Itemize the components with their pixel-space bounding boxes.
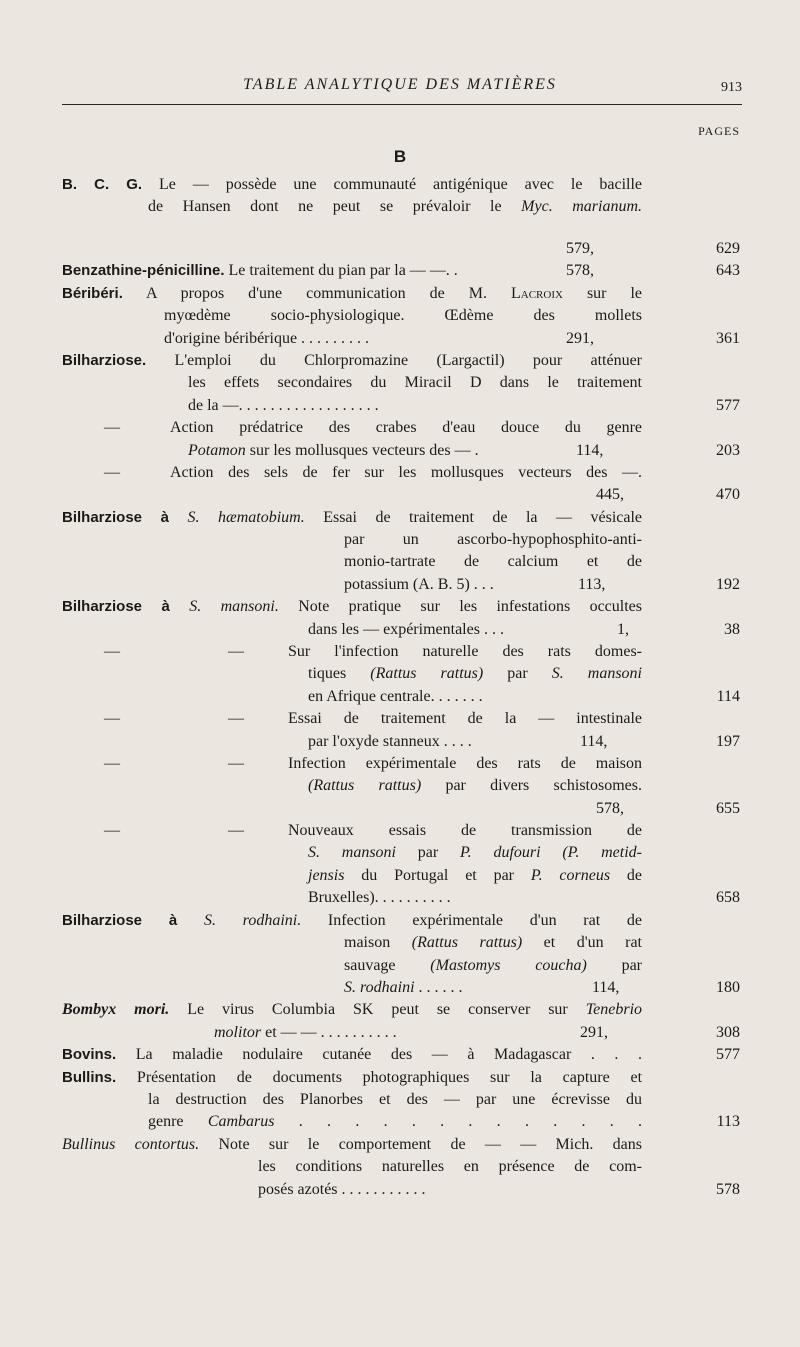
page-ref: 197 (716, 733, 740, 750)
entry-species: Tenebrio (585, 1001, 643, 1018)
entry-text: Le traitement du pian par la — —. . (228, 262, 458, 279)
page-ref: 114 (716, 688, 740, 705)
entry-text: les conditions naturelles en présence de com- (258, 1158, 642, 1175)
volume-ref: 291, (580, 1024, 608, 1041)
page-ref: 655 (716, 800, 740, 817)
entry-species: S. mansoni (308, 844, 396, 861)
page-ref: 658 (716, 889, 740, 906)
entry-species: P. corneus (530, 867, 611, 884)
page-ref: 361 (716, 330, 740, 347)
entry-headword: Bovins. (62, 1046, 117, 1063)
section-letter: B (393, 147, 407, 166)
entry-text: Le virus Columbia SK peut se conserver sur (187, 1001, 568, 1018)
entry-text: Infection expérimentale d'un rat de (327, 912, 642, 929)
volume-ref: 114, (592, 979, 620, 996)
entry-text: Action prédatrice des crabes d'eau douce du genre (170, 419, 642, 436)
volume-ref: 114, (580, 733, 608, 750)
entry-text: par (507, 665, 528, 682)
entry-text: par l'oxyde stanneux . . . . (308, 733, 472, 750)
page-ref: 180 (716, 979, 740, 996)
entry-text: Essai de traitement de la — intestinale (288, 710, 642, 727)
repeat-dash: — (228, 710, 244, 727)
entry-text: sur les mollusques vecteurs des — . (249, 442, 479, 459)
page-ref: 629 (716, 240, 740, 257)
entry-headword: Benzathine-pénicilline. (62, 262, 225, 279)
entry-species: (Rattus rattus) (411, 934, 523, 951)
entry-headword: Bullins. (62, 1069, 117, 1086)
running-title: TABLE ANALYTIQUE DES MATIÈRES (243, 76, 557, 93)
entry-text: posés azotés . . . . . . . . . . . (258, 1181, 426, 1198)
entry-headword: Bilharziose à (62, 509, 170, 526)
entry-text: Présentation de documents photographiques sur la capture et (136, 1069, 643, 1086)
entry-species: S. hæmatobium. (187, 509, 305, 526)
page-ref: 192 (716, 576, 740, 593)
header-rule (62, 104, 742, 105)
entry-text: et d'un rat (543, 934, 642, 951)
volume-ref: 445, (596, 486, 624, 503)
repeat-dash: — (104, 419, 120, 436)
entry-species: jensis (308, 867, 345, 884)
page-ref: 577 (716, 1046, 740, 1063)
entry-text: en Afrique centrale. . . . . . . (308, 688, 483, 705)
entry-text: par (417, 844, 439, 861)
entry-headword: Bombyx mori. (62, 1001, 170, 1018)
entry-text: Bruxelles). . . . . . . . . . (308, 889, 451, 906)
repeat-dash: — (228, 643, 244, 660)
volume-ref: 578, (566, 262, 594, 279)
entry-text: Action des sels de fer sur les mollusques vecteurs des —. (170, 464, 642, 481)
entry-species: S. rodhaini (344, 979, 415, 996)
entry-text: par (621, 957, 643, 974)
entry-text: et — — . . . . . . . . . . (265, 1024, 397, 1041)
entry-text: . . . . . . (418, 979, 463, 996)
volume-ref: 113, (578, 576, 606, 593)
volume-ref: 114, (576, 442, 604, 459)
entry-species: Potamon (188, 442, 246, 459)
volume-ref: 1, (617, 621, 629, 638)
entry-text: . . . . . . . . . . . . . (298, 1113, 643, 1130)
page-ref: 577 (716, 397, 740, 414)
entry-text: Essai de traitement de la — vésicale (323, 509, 643, 526)
entry-headword: Béribéri. (62, 285, 123, 302)
page-ref: 578 (716, 1181, 740, 1198)
entry-headword: Bilharziose à (62, 598, 170, 615)
entry-text: dans les — expérimentales . . . (308, 621, 504, 638)
entry-text: potassium (A. B. 5) . . . (344, 576, 494, 593)
entry-species: Myc. marianum. (521, 198, 643, 215)
entry-text: de la —. . . . . . . . . . . . . . . . . . (188, 397, 379, 414)
page-ref: 38 (724, 621, 740, 638)
entry-text: de (626, 867, 643, 884)
entry-species: (Mastomys coucha) (430, 957, 587, 974)
entry-text: sur le (586, 285, 643, 302)
repeat-dash: — (104, 822, 120, 839)
entry-headword: Bilharziose à (62, 912, 178, 929)
repeat-dash: — (228, 822, 244, 839)
repeat-dash: — (104, 643, 120, 660)
entry-text: Note sur le comportement de — — Mich. dans (218, 1136, 643, 1153)
entry-text: Note pratique sur les infestations occultes (298, 598, 643, 615)
entry-species: Cambarus (207, 1113, 275, 1130)
entry-headword: Bilharziose. (62, 352, 147, 369)
entry-text: les effets secondaires du Miracil D dans le traitement (188, 374, 642, 391)
entry-species: (Rattus rattus) (370, 665, 484, 682)
page-number: 913 (721, 80, 742, 95)
entry-species: (Rattus rattus) (308, 777, 422, 794)
page-ref: 470 (716, 486, 740, 503)
entry-text: du Portugal et par (361, 867, 515, 884)
entry-text: La maladie nodulaire cutanée des — à Madagascar . . . (135, 1046, 642, 1063)
entry-species: S. rodhaini. (203, 912, 302, 929)
entry-species: S. mansoni (551, 665, 643, 682)
author-name: Lacroix (510, 285, 563, 302)
entry-text: L'emploi du Chlorpromazine (Largactil) pour atténuer (174, 352, 642, 369)
entry-text: Infection expérimentale des rats de maison (288, 755, 642, 772)
entry-species: S. mansoni. (189, 598, 279, 615)
volume-ref: 579, (566, 240, 594, 257)
entry-text: Le — possède une communauté antigénique avec le bacille (159, 176, 643, 193)
entry-text: genre (148, 1113, 184, 1130)
entry-text: par un ascorbo-hypophosphito-anti- (344, 531, 642, 548)
entry-text: Nouveaux essais de transmission de (288, 822, 642, 839)
pages-column-label: PAGES (698, 124, 740, 138)
entry-headword: Bullinus contortus. (62, 1136, 200, 1153)
repeat-dash: — (104, 710, 120, 727)
volume-ref: 291, (566, 330, 594, 347)
repeat-dash: — (228, 755, 244, 772)
entry-text: de Hansen dont ne peut se prévaloir le (148, 198, 502, 215)
entry-species: P. dufouri (459, 844, 541, 861)
entry-text: myœdème socio-physiologique. Œdème des mollets (164, 307, 642, 324)
entry-text: maison (344, 934, 391, 951)
entry-text: A propos d'une communication de M. (145, 285, 487, 302)
repeat-dash: — (104, 464, 120, 481)
entry-text: d'origine béribérique . . . . . . . . . (164, 330, 370, 347)
entry-text: tiques (308, 665, 347, 682)
page-ref: 643 (716, 262, 740, 279)
entry-species: (P. metid- (562, 844, 643, 861)
entry-text: sauvage (344, 957, 396, 974)
page-ref: 203 (716, 442, 740, 459)
page-ref: 308 (716, 1024, 740, 1041)
entry-text: par divers schistosomes. (445, 777, 642, 794)
page-ref: 113 (716, 1113, 740, 1130)
entry-text: Sur l'infection naturelle des rats domes- (288, 643, 642, 660)
entry-headword: B. C. G. (62, 176, 143, 193)
entry-text: la destruction des Planorbes et des — par une écrevisse du (148, 1091, 642, 1108)
volume-ref: 578, (596, 800, 624, 817)
repeat-dash: — (104, 755, 120, 772)
entry-species: molitor (214, 1024, 262, 1041)
entry-text: monio-tartrate de calcium et de (344, 553, 642, 570)
